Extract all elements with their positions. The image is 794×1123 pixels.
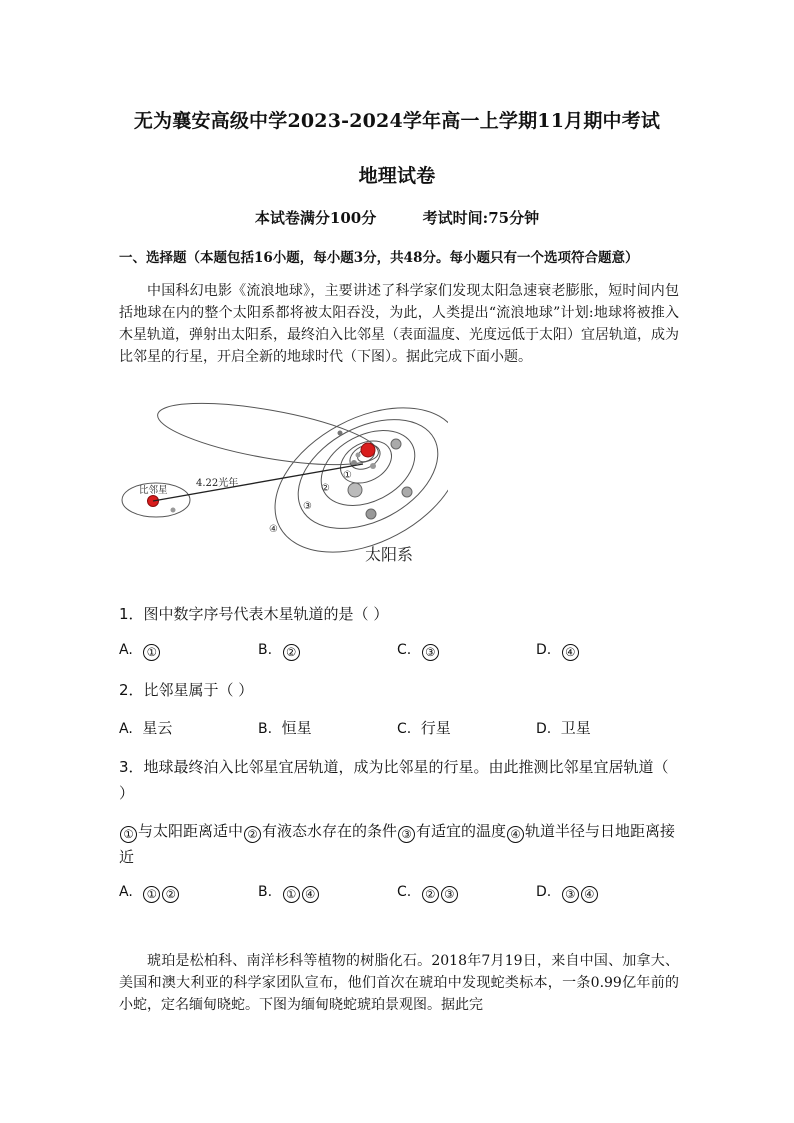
section-heading: 一、选择题（本题包括16小题，每小题3分，共48分。每小题只有一个选项符合题意）	[119, 250, 639, 266]
sun	[361, 443, 375, 457]
outer-orbit	[154, 400, 383, 477]
question-1: 1．图中数字序号代表木星轨道的是（ ）	[119, 605, 389, 623]
subject-title: 地理试卷	[358, 165, 436, 187]
q3-option-c[interactable]: C. ② ③	[397, 882, 459, 903]
passage-2-text: 琥珀是松柏科、南洋杉科等植物的树脂化石。2018年7月19日，来自中国、加拿大、美国和澳大利亚的科学家团队宣布，他们首次在琥珀中发现蛇类标本，一条0.99亿年前的小蛇，定名缅甸晓蛇。下图为缅甸晓蛇琥珀景观图。据此完	[119, 953, 679, 1013]
q1-option-b[interactable]: B. ②	[258, 640, 301, 661]
orbit-label-4: ④	[269, 524, 278, 535]
exam-time: 考试时间:75分钟	[422, 209, 540, 227]
q3-statements: ① 与太阳距离适中 ② 有液态水存在的条件 ③ 有适宜的温度 ④ 轨道半径与日地距离接近	[119, 822, 676, 866]
solar-system-figure	[118, 400, 448, 575]
question-3: 3．地球最终泊入比邻星宜居轨道，成为比邻星的行星。由此推测比邻星宜居轨道（ ）	[119, 758, 669, 802]
passage-1	[119, 280, 679, 368]
passage-2	[119, 950, 679, 1016]
q2-option-a[interactable]: A. 星云	[119, 719, 173, 737]
question-2: 2．比邻星属于（ ）	[119, 681, 254, 699]
proxima-label: 比邻星	[139, 485, 168, 496]
orbit-label-1: ①	[343, 470, 352, 481]
q3-option-b[interactable]: B. ① ④	[258, 882, 320, 903]
figure-caption: 太阳系	[365, 545, 414, 564]
orbit-label-3: ③	[303, 501, 312, 512]
q2-option-b[interactable]: B. 恒星	[258, 719, 312, 737]
q2-option-c[interactable]: C. 行星	[397, 719, 451, 737]
q1-option-d[interactable]: D. ④	[536, 640, 580, 661]
orbit-3	[280, 400, 448, 551]
q3-option-d[interactable]: D. ③ ④	[536, 882, 599, 903]
full-score: 本试卷满分100分	[254, 209, 377, 227]
distance-label: 4.22光年	[196, 478, 239, 489]
q2-option-d[interactable]: D. 卫星	[536, 719, 591, 737]
q1-option-a[interactable]: A. ①	[119, 640, 161, 661]
passage-1-text: 中国科幻电影《流浪地球》，主要讲述了科学家们发现太阳急速衰老膨胀，短时间内包括地球在内的整个太阳系都将被太阳吞没，为此，人类提出“流浪地球”计划:地球将被推入木星轨道，弹射出太阳系，最终泊入比邻星（表面温度、光度远低于太阳）宜居轨道，成为比邻星的行星，开启全新的地球时代（下图）。据此完成下面小题。	[119, 283, 679, 365]
orbit-label-2: ②	[321, 483, 330, 494]
q3-option-a[interactable]: A. ① ②	[119, 882, 180, 903]
distance-line	[153, 464, 363, 501]
exam-meta	[0, 207, 794, 228]
q1-option-c[interactable]: C. ③	[397, 640, 440, 661]
exam-title: 无为襄安高级中学2023-2024学年高一上学期11月期中考试	[133, 110, 661, 132]
